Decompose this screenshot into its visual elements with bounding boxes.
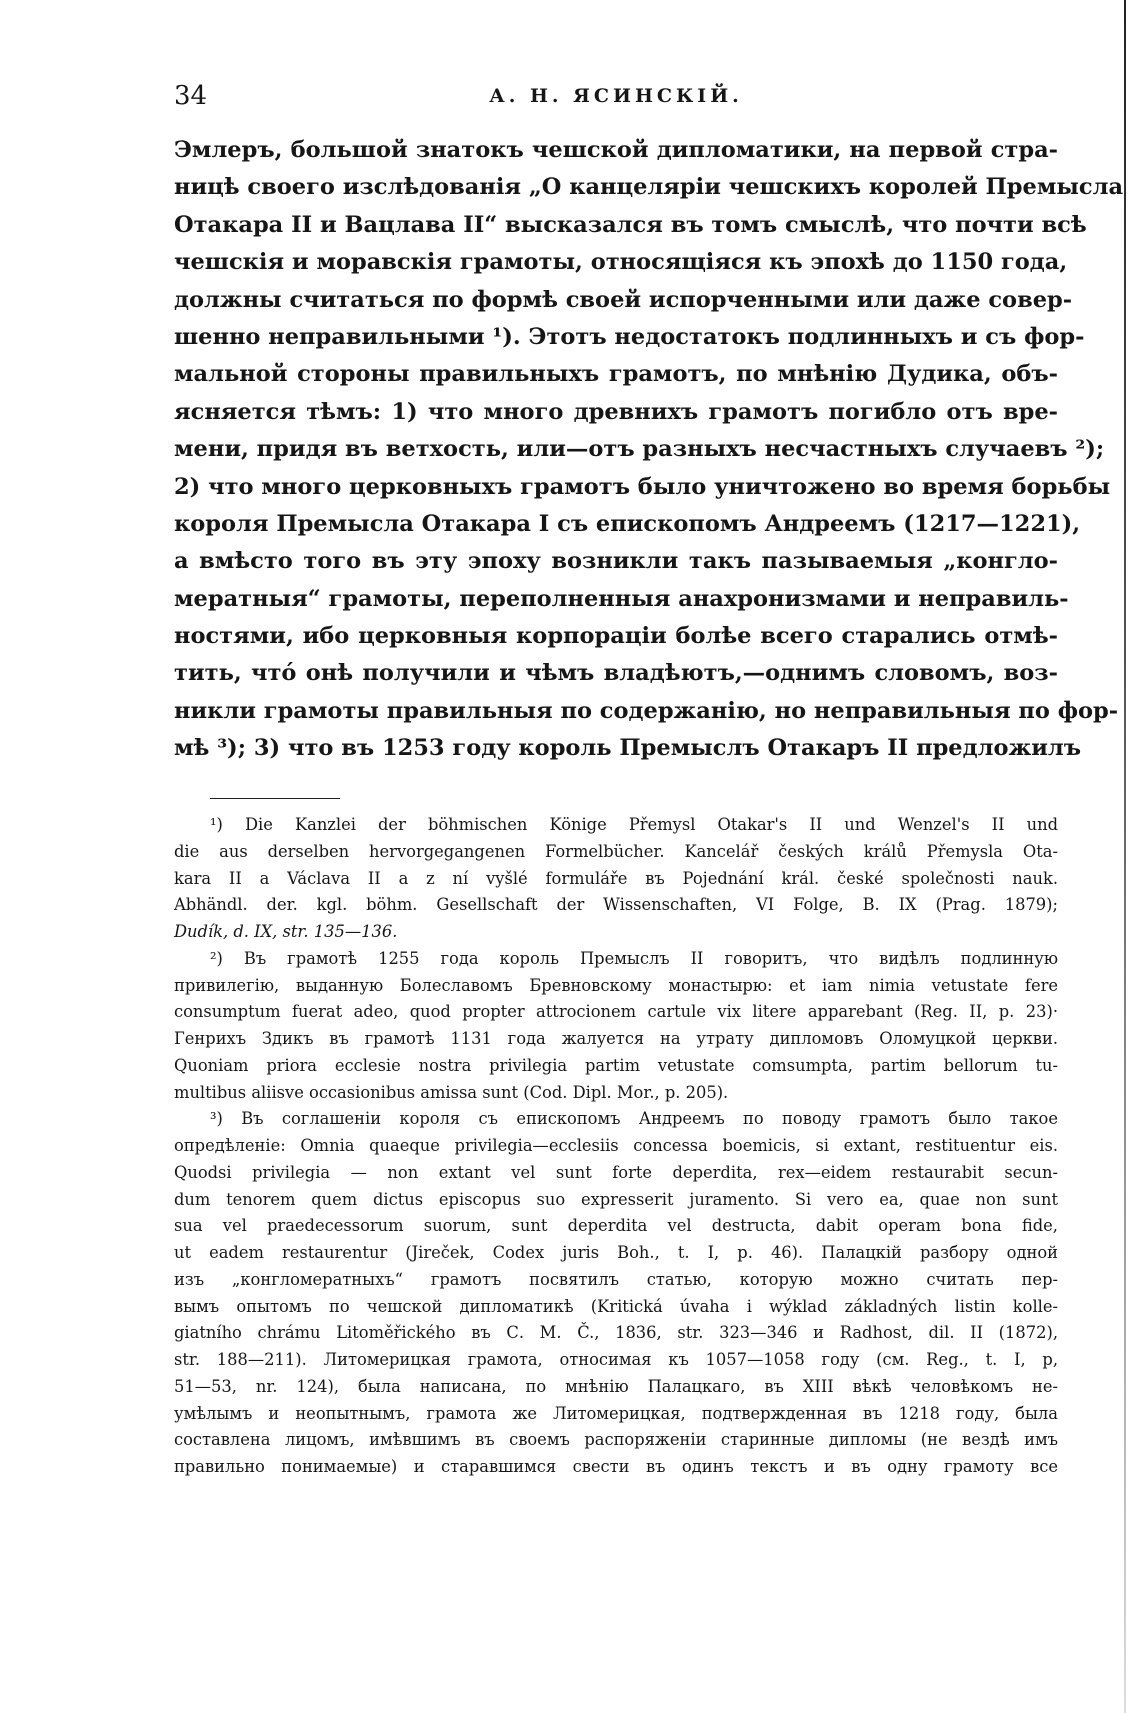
- text-line: мератныя“ грамоты, переполненныя анахронизмами и неправиль-: [174, 585, 1069, 612]
- text-line: ницѣ своего изслѣдованія „О канцеляріи чешскихъ королей Премысла: [174, 174, 1124, 201]
- footnote-line: ²) Въ грамотѣ 1255 года король Премыслъ II говоритъ, что видѣлъ подлинную: [210, 948, 1058, 968]
- footnote-line: привилегію, выданную Болеславомъ Бревновскому монастырю: et iam nimia vetustate fere: [174, 975, 1058, 995]
- footnote-line: giatního chrámu Litoměřického въ С. М. Č., 1836, str. 323—346 и Radhost, dil. II (1872),: [174, 1323, 1058, 1343]
- footnote-line: dum tenorem quem dictus episcopus suo expresserit juramento. Si vero ea, quae non sunt: [174, 1189, 1058, 1209]
- main-text: [174, 132, 1124, 768]
- text-line: Отакара II и Вацлава II“ высказался въ томъ смыслѣ, что почти всѣ: [174, 211, 1087, 238]
- footnote-line: Abhändl. der. kgl. böhm. Gesellschaft der Wissenschaften, VI Folge, B. IX (Prag. 1879);: [174, 895, 1058, 915]
- footnote-line: изъ „конгломератныхъ“ грамотъ посвятилъ статью, которую можно считать пер-: [174, 1269, 1058, 1289]
- footnote-line: ¹) Die Kanzlei der böhmischen Könige Přemysl Otakar's II und Wenzel's II und: [210, 815, 1058, 834]
- text-line: Эмлеръ, большой знатокъ чешской дипломатики, на первой стра-: [174, 137, 1058, 163]
- footnote-line: consumptum fuerat adeo, quod propter attrocionem cartule vix litere apparebant (Reg. II, p. 23)·: [174, 1002, 1058, 1022]
- page-number: 34: [174, 81, 208, 111]
- text-line: мѣ ³); 3) что въ 1253 году король Премыслъ Отакаръ II предложилъ: [174, 735, 1082, 762]
- footnote-line: Quoniam priora ecclesie nostra privilegia partim vetustate comsumpta, partim bellorum tu-: [174, 1055, 1058, 1075]
- footnote-line: kara II a Václava II a z ní vyšlé formuláře въ Pojednání král. české společnosti nauk.: [174, 868, 1058, 888]
- footnote-line: Quodsi privilegia — non extant vel sunt forte deperdita, rex—eidem restaurabit secun-: [174, 1162, 1058, 1182]
- running-head: А. Н. ЯСИНСКІЙ.: [489, 85, 743, 107]
- scan-edge-line: [1124, 0, 1126, 1713]
- text-line: никли грамоты правильныя по содержанію, но неправильныя по фор-: [174, 697, 1119, 724]
- footnote-line: str. 188—211). Литомерицкая грамота, относимая къ 1057—1058 году (см. Reg., t. I, p,: [174, 1350, 1058, 1369]
- footnote-line: правильно понимаемые) и старавшимся свести въ одинъ текстъ и въ одну грамоту все: [174, 1457, 1058, 1476]
- text-line: тить, чтó онѣ получили и чѣмъ владѣютъ,—однимъ словомъ, воз-: [174, 660, 1058, 687]
- footnote-line: Генрихъ Здикъ въ грамотѣ 1131 года жалуется на утрату дипломовъ Оломуцкой церкви.: [174, 1029, 1058, 1048]
- text-line: мени, придя въ ветхость, или—отъ разныхъ несчастныхъ случаевъ ²);: [174, 436, 1105, 463]
- footnote-line: опредѣленіе: Omnia quaeque privilegia—ecclesiis concessa boemicis, si extant, restituentur eis.: [174, 1136, 1058, 1155]
- text-line: 2) что много церковныхъ грамотъ было уничтожено во время борьбы: [174, 473, 1111, 500]
- footnote-line: умѣлымъ и неопытнымъ, грамота же Литомерицкая, подтвержденная въ 1218 году, была: [174, 1403, 1058, 1423]
- footnote-line: составлена лицомъ, имѣвшимъ въ своемъ распоряженіи старинные дипломы (не вездѣ имъ: [174, 1430, 1058, 1450]
- text-line: шенно неправильными ¹). Этотъ недостатокъ подлинныхъ и съ фор-: [174, 323, 1085, 350]
- footnotes: [174, 812, 1058, 1481]
- footnote-line: Dudík, d. IX, str. 135—136.: [174, 922, 398, 941]
- footnote-line: multibus aliisve occasionibus amissa sunt (Cod. Dipl. Mor., p. 205).: [174, 1082, 729, 1102]
- footnote-line: ³) Въ соглашеніи короля съ епископомъ Андреемъ по поводу грамотъ было такое: [210, 1109, 1058, 1129]
- footnote-line: 51—53, nr. 124), была написана, по мнѣнію Палацкаго, въ XIII вѣкѣ человѣкомъ не-: [174, 1376, 1058, 1396]
- text-line: ностями, ибо церковныя корпораціи болѣе всего старались отмѣ-: [174, 623, 1058, 650]
- footnote-separator: [210, 798, 340, 799]
- text-line: ясняется тѣмъ: 1) что много древнихъ грамотъ погибло отъ вре-: [174, 398, 1058, 425]
- text-line: мальной стороны правильныхъ грамотъ, по мнѣнію Дудика, объ-: [174, 361, 1058, 388]
- text-line: чешскія и моравскія грамоты, относящіяся къ эпохѣ до 1150 года,: [174, 249, 1068, 276]
- text-line: короля Премысла Отакара I съ епископомъ Андреемъ (1217—1221),: [174, 510, 1081, 537]
- text-line: должны считаться по формѣ своей испорченными или даже совер-: [174, 286, 1073, 313]
- page-header: [174, 78, 1058, 114]
- footnote-line: вымъ опытомъ по чешской дипломатикѣ (Kritická úvaha i wýklad základných listin kolle-: [174, 1296, 1058, 1316]
- text-line: а вмѣсто того въ эту эпоху возникли такъ пазываемыя „конгло-: [174, 548, 1058, 575]
- footnote-line: sua vel praedecessorum suorum, sunt deperdita vel destructa, dabit operam bona fide,: [174, 1216, 1058, 1236]
- footnote-line: ut eadem restaurentur (Jireček, Codex juris Boh., t. I, p. 46). Палацкій разбору одной: [174, 1243, 1058, 1262]
- footnote-line: die aus derselben hervorgegangenen Formelbücher. Kancelář českých králů Přemysla Ota-: [174, 841, 1058, 861]
